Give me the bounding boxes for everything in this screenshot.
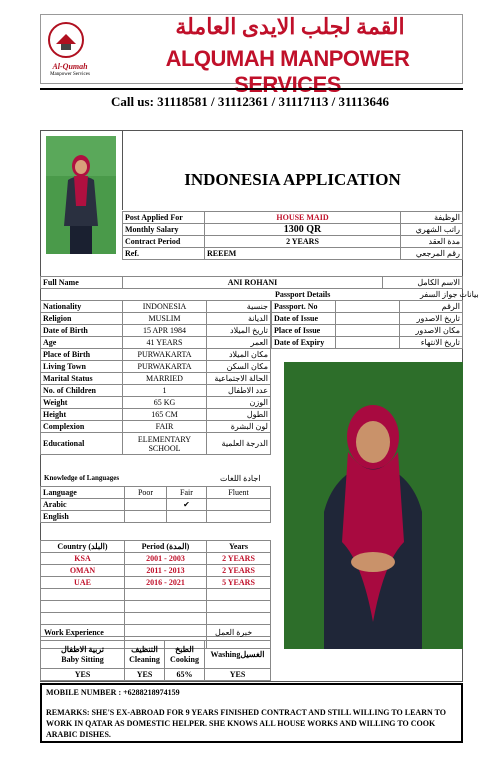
- personal-arabic: الوزن: [207, 397, 271, 409]
- skill-arabic: الطبخ: [175, 644, 194, 654]
- logo-text: Al-Qumah: [52, 62, 88, 71]
- experience-row: [41, 565, 271, 577]
- passport-value: [336, 313, 400, 325]
- skill-label: Washing: [210, 650, 241, 659]
- languages-header: Fair: [167, 487, 207, 499]
- personal-arabic: الحالة الاجتماعية: [207, 373, 271, 385]
- skill-label: Cleaning: [129, 654, 160, 664]
- personal-row: [41, 397, 271, 409]
- work-experience-title: Work Experience: [44, 628, 104, 637]
- language-name: English: [41, 511, 125, 523]
- skill-value: 65%: [165, 669, 205, 681]
- skill-cleaning: [125, 641, 165, 669]
- personal-value: 65 KG: [123, 397, 207, 409]
- logo-subtext: Manpower Services: [50, 72, 90, 77]
- experience-country: UAE: [41, 577, 125, 589]
- job-label: Ref.: [123, 248, 205, 260]
- personal-label: Educational: [41, 433, 123, 455]
- passport-arabic: تاريخ الاصدور: [400, 313, 463, 325]
- language-poor: [125, 499, 167, 511]
- experience-row: [41, 577, 271, 589]
- job-value: REEEM: [205, 248, 401, 260]
- personal-arabic: عدد الاطفال: [207, 385, 271, 397]
- personal-row: [41, 361, 271, 373]
- personal-row: [41, 313, 271, 325]
- personal-arabic: العمر: [207, 337, 271, 349]
- job-row: [123, 248, 463, 260]
- skill-cooking: [165, 641, 205, 669]
- experience-header: Years: [207, 541, 271, 553]
- language-fair: ✔: [167, 499, 207, 511]
- skill-washing: [205, 641, 271, 669]
- personal-arabic: الدرجة العلمية: [207, 433, 271, 455]
- passport-value: [336, 301, 400, 313]
- languages-header: Language: [41, 487, 125, 499]
- passport-row: [272, 301, 463, 313]
- passport-label: Place of Issue: [272, 325, 336, 337]
- experience-years: 2 YEARS: [207, 553, 271, 565]
- language-row: [41, 511, 271, 523]
- languages-title: Knowledge of Languages: [44, 474, 120, 482]
- job-row: [123, 236, 463, 248]
- passport-row: [272, 337, 463, 349]
- job-label: Contract Period: [123, 236, 205, 248]
- personal-arabic: مكان الميلاد: [207, 349, 271, 361]
- skill-arabic: التنظيف: [131, 644, 158, 654]
- experience-header: Country (البلد): [41, 541, 125, 553]
- passport-row: [272, 325, 463, 337]
- job-arabic: مدة العقد: [401, 236, 463, 248]
- passport-label: Date of Issue: [272, 313, 336, 325]
- experience-years: 5 YEARS: [207, 577, 271, 589]
- personal-value: FAIR: [123, 421, 207, 433]
- job-arabic: رقم المرجعي: [401, 248, 463, 260]
- personal-value: PURWAKARTA: [123, 349, 207, 361]
- personal-arabic: جنسية: [207, 301, 271, 313]
- personal-arabic: لون البشرة: [207, 421, 271, 433]
- personal-row: [41, 349, 271, 361]
- personal-label: Religion: [41, 313, 123, 325]
- personal-value: INDONESIA: [123, 301, 207, 313]
- job-value: 2 YEARS: [205, 236, 401, 248]
- job-row: [123, 224, 463, 236]
- experience-period: 2001 - 2003: [125, 553, 207, 565]
- personal-arabic: الطول: [207, 409, 271, 421]
- personal-value: MARRIED: [123, 373, 207, 385]
- personal-label: Height: [41, 409, 123, 421]
- language-name: Arabic: [41, 499, 125, 511]
- personal-value: PURWAKARTA: [123, 361, 207, 373]
- experience-country: KSA: [41, 553, 125, 565]
- passport-table: [271, 300, 463, 349]
- language-fluent: [207, 499, 271, 511]
- personal-value: ELEMENTARY SCHOOL: [123, 433, 207, 455]
- job-arabic: راتب الشهري: [401, 224, 463, 236]
- experience-years: 2 YEARS: [207, 565, 271, 577]
- skills-value-row: [41, 669, 271, 681]
- experience-header: Period (المدة): [125, 541, 207, 553]
- company-arabic-title: القمة لجلب الايدى العاملة: [175, 14, 405, 39]
- call-us-line: Call us: 31118581 / 31112361 / 31117113 / 31113646: [110, 94, 390, 109]
- personal-row: [41, 337, 271, 349]
- passport-value: [336, 337, 400, 349]
- header-divider: [40, 88, 463, 90]
- language-poor: [125, 511, 167, 523]
- skills-table: [40, 640, 271, 681]
- personal-label: Complexion: [41, 421, 123, 433]
- skill-arabic: تربية الاطفال: [60, 644, 105, 654]
- experience-period: 2011 - 2013: [125, 565, 207, 577]
- personal-label: Nationality: [41, 301, 123, 313]
- languages-header-row: [41, 487, 271, 499]
- experience-header-row: [41, 541, 271, 553]
- experience-country: OMAN: [41, 565, 125, 577]
- personal-label: Place of Birth: [41, 349, 123, 361]
- personal-label: Living Town: [41, 361, 123, 373]
- job-table: [122, 211, 463, 260]
- full-name-table: [40, 276, 463, 289]
- passport-row: [272, 313, 463, 325]
- personal-value: 1: [123, 385, 207, 397]
- skill-value: YES: [125, 669, 165, 681]
- form-title: INDONESIA APPLICATION: [184, 170, 401, 189]
- full-name-arabic: الاسم الكامل: [383, 277, 463, 289]
- job-row: [123, 212, 463, 224]
- personal-arabic: مكان السكن: [207, 361, 271, 373]
- job-label: Monthly Salary: [123, 224, 205, 236]
- language-fluent: [207, 511, 271, 523]
- personal-row: [41, 385, 271, 397]
- personal-row: [41, 421, 271, 433]
- skill-label: Baby Sitting: [61, 654, 104, 664]
- skill-label: Cooking: [170, 654, 199, 664]
- passport-header-arabic: بيانات جواز السفر: [420, 290, 479, 299]
- personal-arabic: الديانة: [207, 313, 271, 325]
- remarks-text: REMARKS: SHE'S EX-ABROAD FOR 9 YEARS FINISHED CONTRACT AND STILL WILLING TO LEARN TO WORK IN QATAR AS DOMESTIC HELPER. SHE KNOWS ALL HOUSE WORKS AND WILLING TO COOK ARABIC DISHES.: [46, 708, 447, 739]
- skill-arabic: الغسيل: [240, 650, 265, 659]
- work-experience-arabic: خبرة العمل: [215, 628, 253, 637]
- personal-row: [41, 409, 271, 421]
- company-logo-icon: [48, 22, 84, 58]
- languages-title-arabic: اجادة اللغات: [220, 474, 261, 483]
- experience-empty-row: [41, 601, 271, 613]
- mobile-number: MOBILE NUMBER : +6288218974159: [46, 688, 180, 697]
- job-arabic: الوظيفة: [401, 212, 463, 224]
- company-title: ALQUMAH MANPOWER SERVICES: [165, 46, 410, 97]
- job-value: 1300 QR: [205, 224, 401, 236]
- large-photo: [284, 362, 463, 649]
- language-fair: [167, 511, 207, 523]
- experience-period: 2016 - 2021: [125, 577, 207, 589]
- passport-arabic: تاريخ الانتهاء: [400, 337, 463, 349]
- languages-header: Fluent: [207, 487, 271, 499]
- experience-empty-row: [41, 613, 271, 625]
- passport-arabic: مكان الاصدور: [400, 325, 463, 337]
- passport-label: Date of Expiry: [272, 337, 336, 349]
- skill-baby-sitting: [41, 641, 125, 669]
- personal-row: [41, 373, 271, 385]
- job-value: HOUSE MAID: [205, 212, 401, 224]
- personal-row: [41, 301, 271, 313]
- personal-value: 41 YEARS: [123, 337, 207, 349]
- job-label: Post Applied For: [123, 212, 205, 224]
- personal-value: MUSLIM: [123, 313, 207, 325]
- skills-label-row: [41, 641, 271, 669]
- personal-value: 15 APR 1984: [123, 325, 207, 337]
- personal-label: No. of Children: [41, 385, 123, 397]
- experience-row: [41, 553, 271, 565]
- languages-header: Poor: [125, 487, 167, 499]
- passport-header: Passport Details: [275, 290, 331, 299]
- experience-empty-row: [41, 589, 271, 601]
- personal-row: [41, 325, 271, 337]
- small-photo: [46, 136, 116, 254]
- personal-arabic: تاريخ الميلاد: [207, 325, 271, 337]
- personal-label: Date of Birth: [41, 325, 123, 337]
- personal-label: Age: [41, 337, 123, 349]
- personal-label: Marital Status: [41, 373, 123, 385]
- personal-label: Weight: [41, 397, 123, 409]
- full-name-value: ANI ROHANI: [123, 277, 383, 289]
- languages-table: [40, 486, 271, 523]
- passport-label: Passport. No: [272, 301, 336, 313]
- personal-value: 165 CM: [123, 409, 207, 421]
- personal-table: [40, 300, 271, 455]
- passport-value: [336, 325, 400, 337]
- full-name-label: Full Name: [41, 277, 123, 289]
- passport-arabic: الرقم: [400, 301, 463, 313]
- language-row: [41, 499, 271, 511]
- skill-value: YES: [205, 669, 271, 681]
- skill-value: YES: [41, 669, 125, 681]
- personal-row: [41, 433, 271, 455]
